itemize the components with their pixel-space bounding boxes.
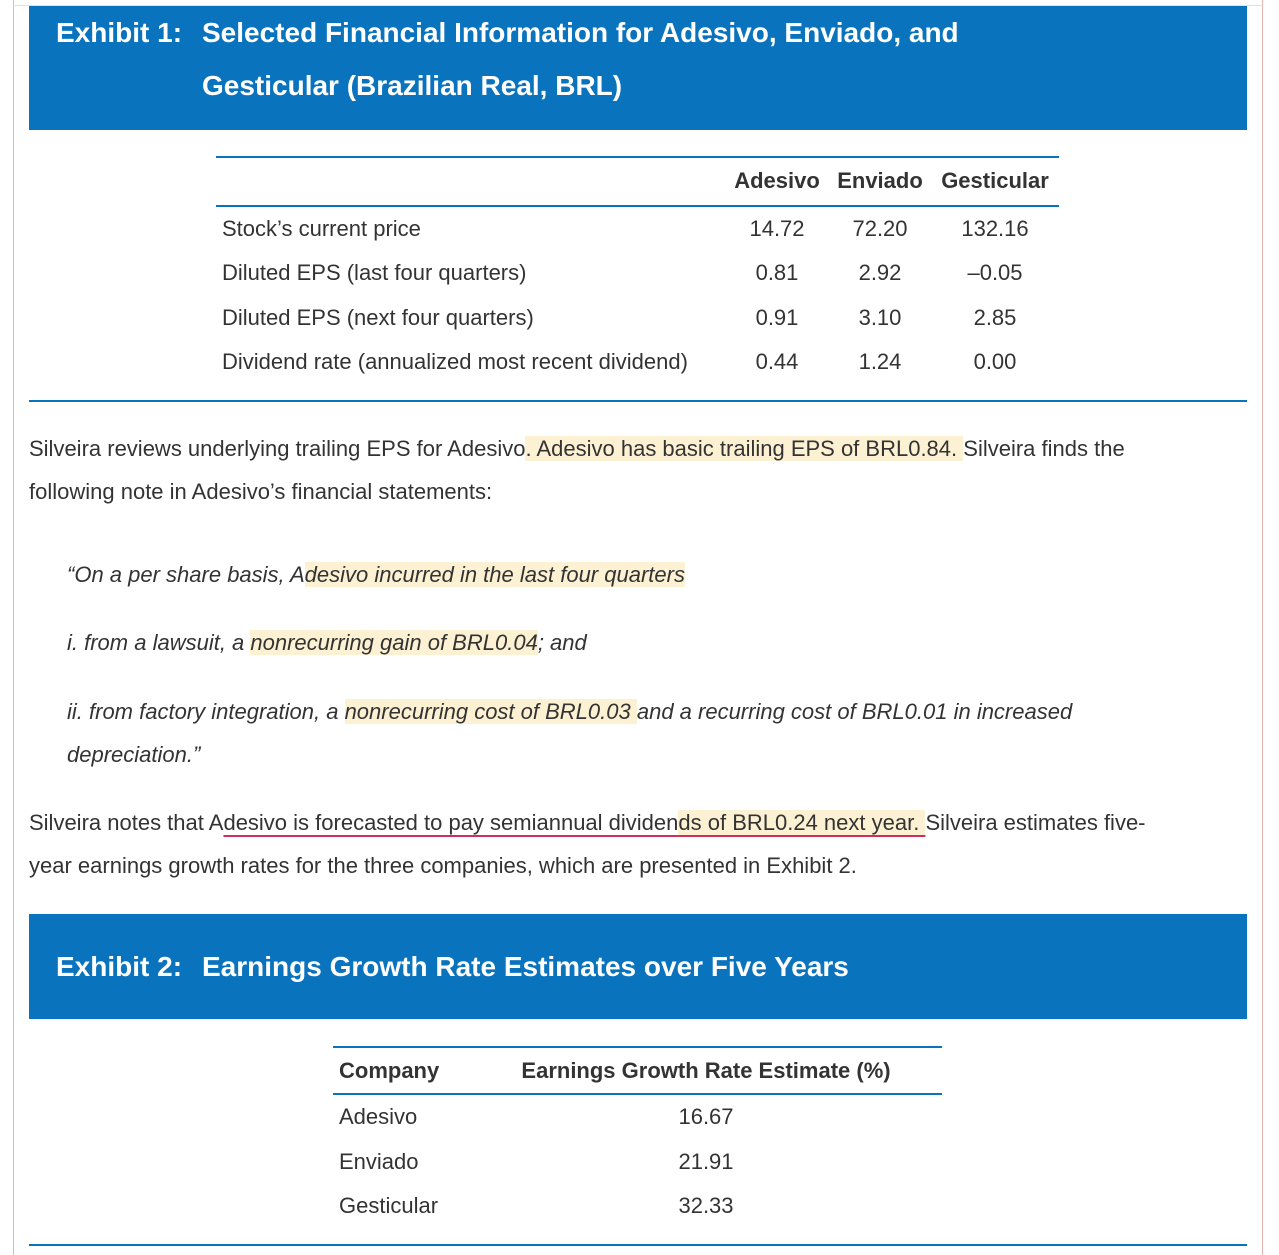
paragraph-dividends	[29, 801, 1239, 887]
growth-rate: 16.67	[678, 1104, 734, 1129]
exhibit-2-title: Earnings Growth Rate Estimates over Five Years	[202, 951, 849, 982]
highlighted-text: nonrecurring gain of BRL0.04	[250, 630, 538, 655]
paragraph-text: Silveira finds the	[963, 436, 1125, 461]
column-header-gesticular: Gesticular	[941, 168, 1049, 193]
cell-enviado: 2.92	[858, 260, 902, 285]
cell-gesticular: 0.00	[973, 349, 1017, 374]
cell-gesticular: 132.16	[961, 216, 1029, 241]
underlined-text: desivo is forecasted to pay semiannual dividen	[223, 810, 679, 835]
exhibit-2-header	[29, 914, 1247, 1019]
column-header-company: Company	[339, 1058, 440, 1083]
growth-rate: 32.33	[678, 1193, 734, 1218]
row-label: Dividend rate (annualized most recent dividend)	[222, 349, 688, 374]
growth-rate: 21.91	[678, 1149, 734, 1174]
cell-enviado: 3.10	[858, 305, 902, 330]
quote-text: ; and	[537, 630, 587, 655]
section-divider-bottom	[29, 1244, 1247, 1246]
paragraph-trailing-eps	[29, 427, 1239, 513]
highlighted-text: desivo incurred in the last four quarters	[304, 562, 685, 587]
cell-adesivo: 0.81	[755, 260, 799, 285]
row-label: Diluted EPS (next four quarters)	[222, 305, 534, 330]
paragraph-text: Silveira reviews underlying trailing EPS for Adesivo	[29, 436, 526, 461]
quote-text: ii. from factory integration, a	[67, 699, 345, 724]
paragraph-text: Silveira estimates five-	[925, 810, 1146, 835]
quote-line-1	[67, 553, 1217, 596]
frame-left-border	[13, 0, 14, 1255]
paragraph-text: Silveira notes that A	[29, 810, 224, 835]
quote-text: depreciation.”	[67, 742, 201, 767]
company-name: Adesivo	[339, 1104, 418, 1129]
frame-right-border	[1262, 0, 1263, 1255]
table-top-rule	[216, 156, 1059, 158]
table-top-rule	[333, 1046, 942, 1048]
cell-enviado: 72.20	[852, 216, 908, 241]
exhibit-1-title-line-2: Gesticular (Brazilian Real, BRL)	[202, 70, 623, 101]
cell-adesivo: 14.72	[749, 216, 805, 241]
quote-line-3	[67, 690, 1217, 776]
quote-text: and a recurring cost of BRL0.01 in increased	[636, 699, 1073, 724]
exhibit-2-number: Exhibit 2:	[56, 951, 183, 982]
table-header-rule	[216, 205, 1059, 207]
paragraph-text: following note in Adesivo’s financial statements:	[29, 479, 493, 504]
cell-gesticular: 2.85	[973, 305, 1017, 330]
quote-text: i. from a lawsuit, a	[67, 630, 251, 655]
row-label: Stock’s current price	[222, 216, 421, 241]
company-name: Gesticular	[339, 1193, 439, 1218]
exhibit-1-title-line-1: Selected Financial Information for Adesivo, Enviado, and	[202, 17, 959, 48]
cell-gesticular: –0.05	[967, 260, 1023, 285]
paragraph-text: year earnings growth rates for the three companies, which are presented in Exhibit 2.	[29, 853, 857, 878]
column-header-enviado: Enviado	[837, 168, 923, 193]
table-header-rule	[333, 1093, 942, 1095]
exhibit-1-title	[202, 6, 1227, 112]
cell-adesivo: 0.44	[755, 349, 799, 374]
highlighted-text: nonrecurring cost of BRL0.03	[344, 699, 637, 724]
cell-adesivo: 0.91	[755, 305, 799, 330]
exhibit-1-header	[29, 6, 1247, 130]
column-header-growth-rate: Earnings Growth Rate Estimate (%)	[521, 1058, 891, 1083]
quote-text: “On a per share basis, A	[67, 562, 305, 587]
highlighted-text: ds of BRL0.24 next year.	[678, 810, 926, 835]
company-name: Enviado	[339, 1149, 419, 1174]
cell-enviado: 1.24	[858, 349, 902, 374]
section-divider	[29, 400, 1247, 402]
exhibit-1-number: Exhibit 1:	[56, 17, 183, 48]
column-header-adesivo: Adesivo	[734, 168, 820, 193]
row-label: Diluted EPS (last four quarters)	[222, 260, 527, 285]
highlighted-text: . Adesivo has basic trailing EPS of BRL0.84.	[525, 436, 964, 461]
quote-line-2	[67, 621, 1217, 664]
